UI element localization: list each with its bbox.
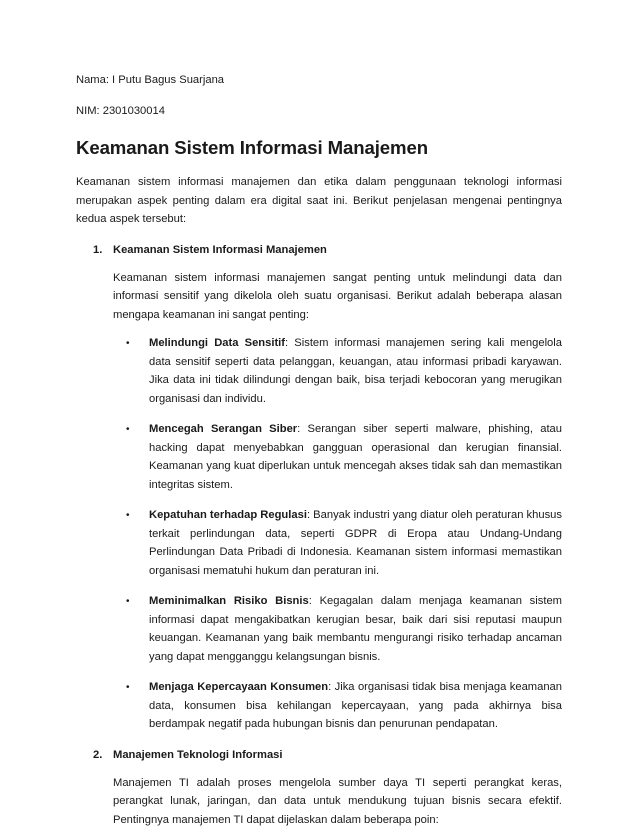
student-name: Nama: I Putu Bagus Suarjana (76, 73, 562, 88)
document-title: Keamanan Sistem Informasi Manajemen (76, 137, 562, 159)
section-title: Keamanan Sistem Informasi Manajemen (113, 241, 327, 259)
item-description: : Serangan siber seperti malware, phishing, atau hacking dapat menyebabkan gangguan operasional dan kerugian finansial. Keamanan yang kuat diperlukan untuk mencegah akses tidak sah dan memastikan integritas sistem. (149, 423, 562, 491)
item-term: Menjaga Kepercayaan Konsumen (149, 681, 328, 693)
section-title: Manajemen Teknologi Informasi (113, 746, 283, 764)
list-item (113, 592, 562, 666)
section-1 (76, 241, 562, 734)
list-item (113, 506, 562, 580)
student-nim: NIM: 2301030014 (76, 104, 562, 119)
item-description: : Kegagalan dalam menjaga keamanan sistem informasi dapat mengakibatkan kerugian besar, baik dari sisi reputasi maupun keuangan. Keamanan yang baik membantu mengurangi risiko terhadap ancaman yang dapat mengganggu kelangsungan bisnis. (149, 595, 562, 663)
section-paragraph: Manajemen TI adalah proses mengelola sumber daya TI seperti perangkat keras, perangkat lunak, jaringan, dan data untuk mendukung tujuan bisnis secara efektif. Pentingnya manajemen TI dapat dijelaskan dalam beberapa poin: (113, 774, 562, 829)
item-term: Kepatuhan terhadap Regulasi (149, 509, 307, 521)
item-term: Meminimalkan Risiko Bisnis (149, 595, 309, 607)
section-heading (76, 241, 562, 259)
bullet-list (113, 334, 562, 734)
item-description: : Banyak industri yang diatur oleh peraturan khusus terkait perlindungan data, seperti GDPR di Eropa atau Undang-Undang Perlindungan Data Pribadi di Indonesia. Keamanan sistem informasi memastikan organisasi mematuhi hukum dan peraturan ini. (149, 509, 562, 577)
item-description: : Jika organisasi tidak bisa menjaga keamanan data, konsumen bisa kehilangan kepercayaan, yang pada akhirnya bisa berdampak negatif pada hubungan bisnis dan penurunan pendapatan. (149, 681, 562, 730)
section-2 (76, 746, 562, 829)
section-number: 2. (93, 746, 113, 764)
list-item (113, 678, 562, 734)
intro-paragraph: Keamanan sistem informasi manajemen dan etika dalam penggunaan teknologi informasi merupakan aspek penting dalam era digital saat ini. Berikut penjelasan mengenai pentingnya kedua aspek tersebut: (76, 173, 562, 229)
bullet-icon: • (113, 420, 149, 494)
bullet-icon: • (113, 592, 149, 666)
list-item (113, 334, 562, 408)
section-number: 1. (93, 241, 113, 259)
section-heading (76, 746, 562, 764)
section-paragraph: Keamanan sistem informasi manajemen sangat penting untuk melindungi data dan informasi sensitif yang dikelola oleh suatu organisasi. Berikut adalah beberapa alasan mengapa keamanan ini sangat penting: (113, 269, 562, 325)
item-term: Melindungi Data Sensitif (149, 337, 285, 349)
item-description: : Sistem informasi manajemen sering kali mengelola data sensitif seperti data pelanggan, keuangan, atau informasi pribadi karyawan. Jika data ini tidak dilindungi dengan baik, bisa terjadi kebocoran yang merugikan organisasi dan individu. (149, 337, 562, 405)
bullet-icon: • (113, 506, 149, 580)
list-item (113, 420, 562, 494)
item-term: Mencegah Serangan Siber (149, 423, 297, 435)
bullet-icon: • (113, 334, 149, 408)
bullet-icon: • (113, 678, 149, 734)
